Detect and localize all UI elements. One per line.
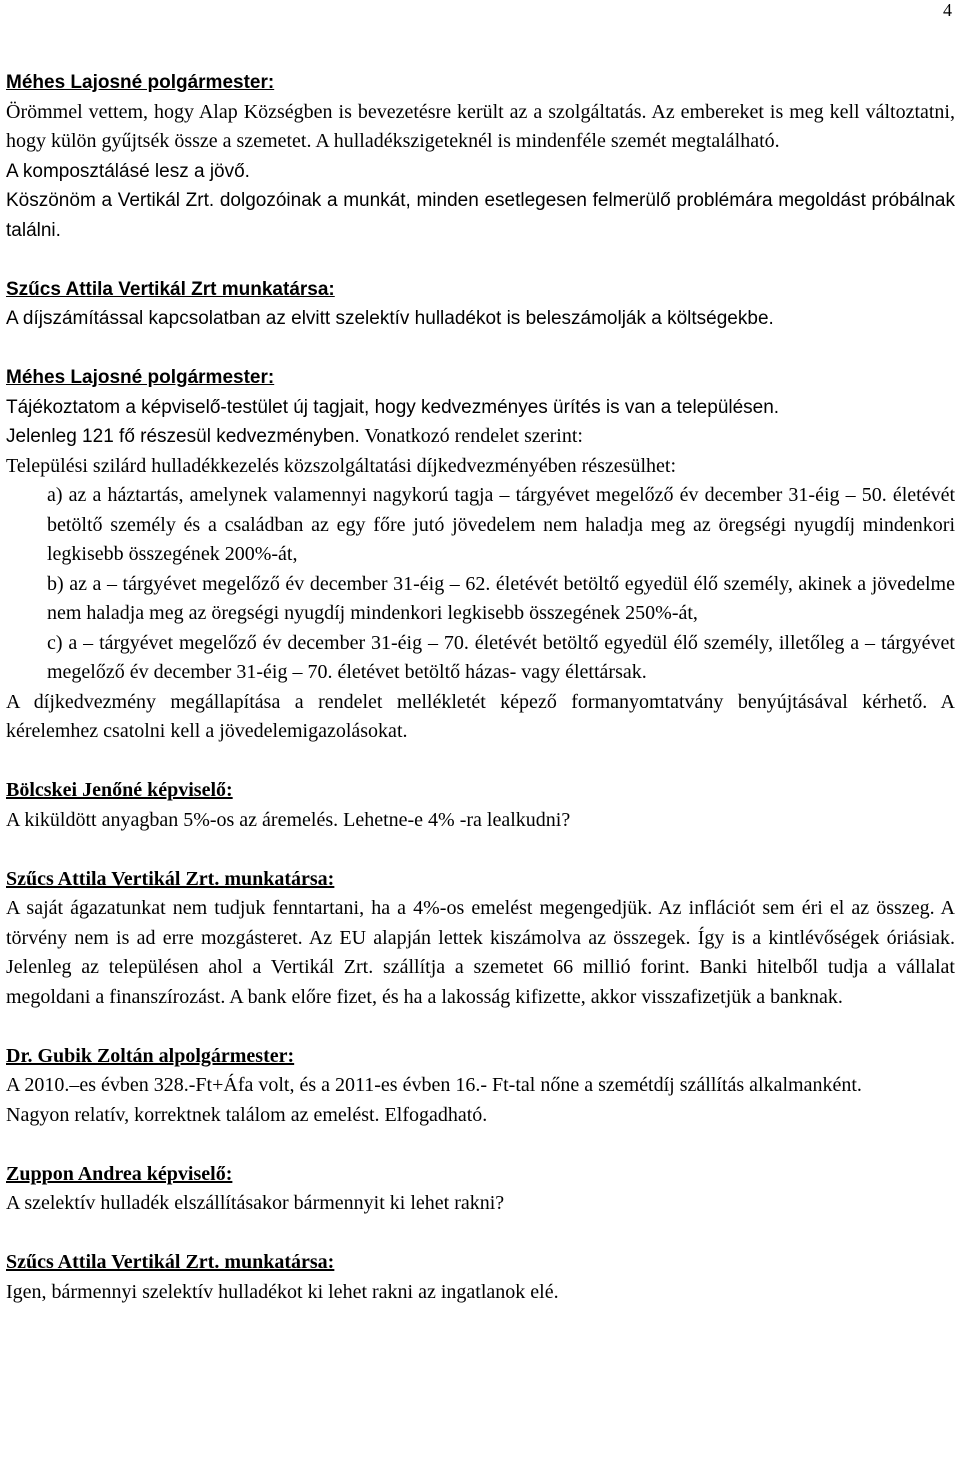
speaker-name: Szűcs Attila Vertikál Zrt munkatársa: (6, 278, 335, 300)
speech-block (6, 865, 955, 1013)
speech-block (6, 68, 955, 245)
speaker-name: Méhes Lajosné polgármester: (6, 72, 275, 93)
speech-block (6, 363, 955, 747)
speech-paragraph: A komposztálásé lesz a jövő. (6, 160, 250, 182)
speech-block (6, 1248, 955, 1307)
speaker-name: Szűcs Attila Vertikál Zrt. munkatársa: (6, 1251, 335, 1273)
speech-paragraph: Tájékoztatom a képviselő-testület új tagjait, hogy kedvezményes ürítés is van a településen. (6, 396, 780, 418)
speech-paragraph: Települési szilárd hulladékkezelés közszolgáltatási díjkedvezményében részesülhet: (6, 454, 676, 477)
speech-paragraph: A saját ágazatunkat nem tudjuk fenntartani, ha a 4%-os emelést megengedjük. Az inflációt sem éri el az összeg. A törvény nem is ad erre mozgásteret. Az EU alapján lettek kiszámolva az összegek. Így is a kintlévőségek óriásiak. Jelenleg az településen ahol a Vertikál Zrt. szállítja a szemetet 66 millió forint. Banki hitelből tudja a vállalat megoldani a finanszírozást. A bank előre fizet, és ha a lakosság kifizette, akkor visszafizetjük a banknak. (6, 897, 955, 1008)
speech-paragraph: Örömmel vettem, hogy Alap Községben is bevezetésre került az a szolgáltatás. Az embereket is meg kell változtatni, hogy külön gyűjtsék össze a szemetet. A hulladékszigeteknél is mindenféle szemét megtalálható. (6, 100, 955, 152)
speech-block (6, 1042, 955, 1131)
list-item: a) az a háztartás, amelynek valamennyi nagykorú tagja – tárgyévet megelőző év december 31-éig – 50. életévét betöltő személy és a családban az egy főre jutó jövedelem nem haladja meg az öregségi nyugdíj mindenkori legkisebb összegének 200%-át, (47, 484, 955, 565)
speech-sentence: Jelenleg 121 fő részesül kedvezményben. (6, 426, 360, 447)
speaker-name: Méhes Lajosné polgármester: (6, 367, 275, 388)
document-body (6, 68, 955, 1307)
speaker-name: Szűcs Attila Vertikál Zrt. munkatársa: (6, 867, 335, 890)
page-number: 4 (943, 0, 952, 20)
speech-paragraph: A szelektív hulladék elszállításakor bármennyit ki lehet rakni? (6, 1192, 505, 1214)
speaker-name: Bölcskei Jenőné képviselő: (6, 779, 233, 801)
speech-paragraph: Nagyon relatív, korrektnek találom az emelést. Elfogadható. (6, 1103, 488, 1126)
speech-paragraph: A 2010.–es évben 328.-Ft+Áfa volt, és a 2011-es évben 16.- Ft-tal nőne a szemétdíj szállítás alkalmanként. (6, 1074, 862, 1096)
speech-paragraph (6, 422, 955, 452)
speech-block (6, 776, 955, 835)
speech-block (6, 1160, 955, 1219)
speaker-name: Dr. Gubik Zoltán alpolgármester: (6, 1044, 295, 1067)
speech-block (6, 275, 955, 334)
speech-paragraph: Igen, bármennyi szelektív hulladékot ki lehet rakni az ingatlanok elé. (6, 1280, 559, 1303)
list-item: c) a – tárgyévet megelőző év december 31-éig – 70. életévét betöltő egyedül élő személy, illetőleg a – tárgyévet megelőző év december 31-éig – 70. életévet betöltő házas- vagy élettársak. (47, 631, 955, 683)
speech-sentence: Vonatkozó rendelet szerint: (364, 425, 583, 447)
list-item: b) az a – tárgyévet megelőző év december 31-éig – 62. életévét betöltő egyedül élő személy, akinek a jövedelme nem haladja meg az öregségi nyugdíj mindenkori legkisebb összegének 250%-át, (47, 572, 955, 624)
speech-paragraph: A díjkedvezmény megállapítása a rendelet mellékletét képező formanyomtatvány benyújtásával kérhető. A kérelemhez csatolni kell a jövedelemigazolásokat. (6, 690, 955, 742)
speech-paragraph: Köszönöm a Vertikál Zrt. dolgozóinak a munkát, minden esetlegesen felmerülő problémára megoldást próbálnak találni. (6, 190, 955, 241)
speech-paragraph: A díjszámítással kapcsolatban az elvitt szelektív hulladékot is beleszámolják a költségekbe. (6, 308, 774, 329)
speaker-name: Zuppon Andrea képviselő: (6, 1162, 233, 1185)
speech-paragraph: A kiküldött anyagban 5%-os az áremelés. Lehetne-e 4% -ra lealkudni? (6, 808, 571, 831)
